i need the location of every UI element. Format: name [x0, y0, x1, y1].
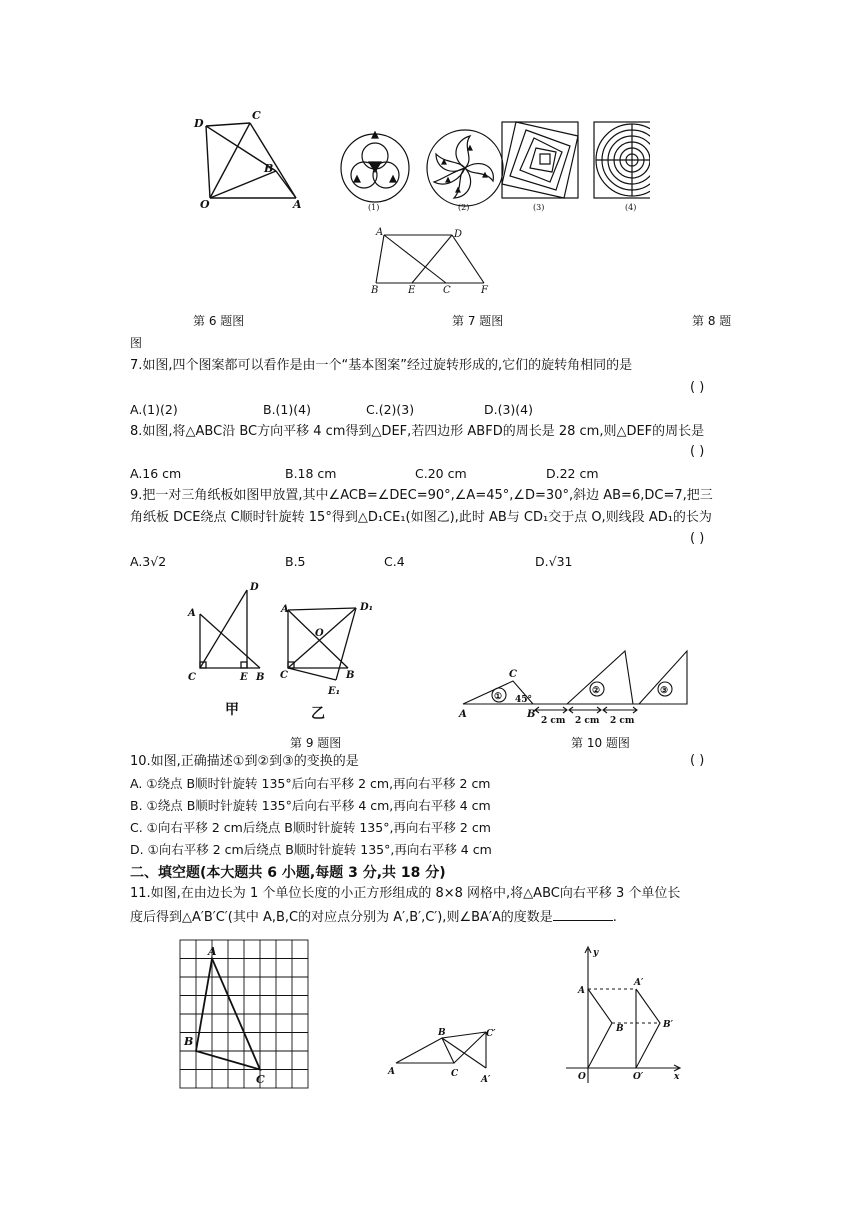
q7-option-b: B.(1)(4) [263, 402, 311, 417]
q7-option-a: A.(1)(2) [130, 402, 178, 417]
q8-option-a: A.16 cm [130, 466, 182, 481]
q9-option-c: C.4 [384, 554, 405, 569]
label-O-prime: O′ [633, 1072, 644, 1082]
q8-option-c: C.20 cm [415, 466, 467, 481]
label-C-prime: C′ [486, 1029, 496, 1039]
label-A: A [188, 608, 196, 619]
figure-12 [382, 1026, 502, 1088]
label-B-right: B [346, 670, 355, 681]
label-B: B [264, 162, 274, 175]
label-C: C [252, 109, 261, 122]
q10-text: 10.如图,正确描述①到②到③的变换的是 [130, 754, 359, 769]
label-circle-3: ③ [660, 686, 669, 696]
fig7-label-2: (2) [458, 203, 470, 212]
figure-9 [180, 578, 380, 720]
caption-fig10: 第 10 题图 [571, 736, 630, 750]
label-B: B [438, 1028, 446, 1038]
label-E1: E₁ [328, 686, 341, 697]
caption-fig7: 第 7 题图 [452, 314, 504, 328]
label-O: O [315, 628, 324, 639]
q8-option-d: D.22 cm [546, 466, 599, 481]
q9-text-line2: 角纸板 DCE绕点 C顺时针旋转 15°得到△D₁CE₁(如图乙),此时 AB与 CD₁交于点 O,则线段 AD₁的长为 [130, 510, 712, 525]
q9-option-d: D.√31 [535, 554, 573, 569]
label-A: A [459, 709, 467, 720]
label-C: C [188, 672, 196, 683]
label-D: D [454, 229, 463, 240]
q11-answer-blank[interactable] [553, 908, 613, 921]
label-A: A [293, 198, 302, 211]
label-A-prime: A′ [481, 1075, 491, 1085]
q8-answer-paren: ( ) [690, 444, 705, 459]
q9-option-b: B.5 [285, 554, 306, 569]
label-C: C [443, 285, 451, 296]
angle-45: 45° [515, 695, 533, 705]
q11-text-line2 [130, 908, 617, 927]
label-x: x [674, 1072, 680, 1082]
label-A: A [388, 1067, 395, 1077]
q7-answer-paren: ( ) [690, 380, 705, 395]
caption-fig9: 第 9 题图 [290, 736, 342, 750]
q10-option-d: D. ①向右平移 2 cm后绕点 B顺时针旋转 135°,再向右平移 4 cm [130, 842, 492, 857]
q7-text: 7.如图,四个图案都可以看作是由一个“基本图案”经过旋转形成的,它们的旋转角相同的是 [130, 358, 633, 373]
label-A-prime: A′ [634, 978, 644, 988]
q7-option-c: C.(2)(3) [366, 402, 415, 417]
label-E: E [240, 672, 248, 683]
figure-7 [330, 118, 650, 216]
dim-1: 2 cm [541, 716, 566, 726]
label-B: B [256, 672, 265, 683]
label-A: A [578, 986, 585, 996]
q10-answer-paren: ( ) [690, 753, 705, 768]
label-A: A [208, 945, 217, 958]
label-A: A [376, 227, 384, 238]
label-O: O [200, 198, 210, 211]
label-B: B [371, 285, 379, 296]
label-C: C [451, 1069, 459, 1079]
fig7-label-1: (1) [368, 203, 380, 212]
label-B: B [184, 1035, 194, 1048]
dim-3: 2 cm [610, 716, 635, 726]
label-B: B [616, 1024, 624, 1034]
q8-option-b: B.18 cm [285, 466, 337, 481]
q10-option-b: B. ①绕点 B顺时针旋转 135°后向右平移 4 cm,再向右平移 4 cm [130, 798, 491, 813]
q8-text: 8.如图,将△ABC沿 BC方向平移 4 cm得到△DEF,若四边形 ABFD的周长是 28 cm,则△DEF的周长是 [130, 424, 705, 439]
figure-11-grid [178, 938, 318, 1092]
label-C-right: C [280, 670, 288, 681]
fig7-label-4: (4) [625, 203, 637, 212]
q9-option-a: A.3√2 [130, 554, 167, 569]
label-B: B [527, 709, 536, 720]
q10-option-a: A. ①绕点 B顺时针旋转 135°后向右平移 2 cm,再向右平移 2 cm [130, 776, 491, 791]
q10-option-c: C. ①向右平移 2 cm后绕点 B顺时针旋转 135°,再向右平移 2 cm [130, 820, 491, 835]
label-O: O [578, 1072, 586, 1082]
label-E: E [408, 285, 416, 296]
caption-fig8-cont: 图 [130, 336, 143, 350]
figure-10 [455, 643, 695, 729]
q11-text-line1: 11.如图,在由边长为 1 个单位长度的小正方形组成的 8×8 网格中,将△ABC向右平移 3 个单位长 [130, 886, 681, 901]
label-yi: 乙 [311, 706, 325, 720]
dim-2: 2 cm [575, 716, 600, 726]
figure-13 [560, 943, 690, 1088]
q11-line2-text: 度后得到△A′B′C′(其中 A,B,C的对应点分别为 A′,B′,C′),则∠BA′A的度数是 [130, 910, 553, 925]
label-D: D [250, 582, 259, 593]
caption-fig8: 第 8 题 [692, 314, 732, 328]
label-B-prime: B′ [663, 1020, 673, 1030]
label-circle-1: ① [494, 692, 503, 702]
label-F: F [481, 285, 488, 296]
label-D1: D₁ [360, 602, 374, 613]
figure-6 [190, 108, 310, 212]
label-C: C [256, 1073, 265, 1086]
caption-fig6: 第 6 题图 [193, 314, 245, 328]
label-A-right: A [281, 604, 289, 615]
figure-8 [368, 225, 498, 297]
q7-option-d: D.(3)(4) [484, 402, 534, 417]
label-D: D [194, 117, 204, 130]
section-heading: 二、填空题(本大题共 6 小题,每题 3 分,共 18 分) [130, 865, 446, 881]
q9-answer-paren: ( ) [690, 531, 705, 546]
q9-text-line1: 9.把一对三角纸板如图甲放置,其中∠ACB=∠DEC=90°,∠A=45°,∠D=30°,斜边 AB=6,DC=7,把三 [130, 488, 713, 503]
fig7-label-3: (3) [533, 203, 545, 212]
label-circle-2: ② [592, 686, 601, 696]
q11-line2-end: . [612, 910, 617, 925]
label-y: y [593, 948, 599, 958]
label-C: C [509, 669, 517, 680]
label-jia: 甲 [225, 702, 239, 718]
